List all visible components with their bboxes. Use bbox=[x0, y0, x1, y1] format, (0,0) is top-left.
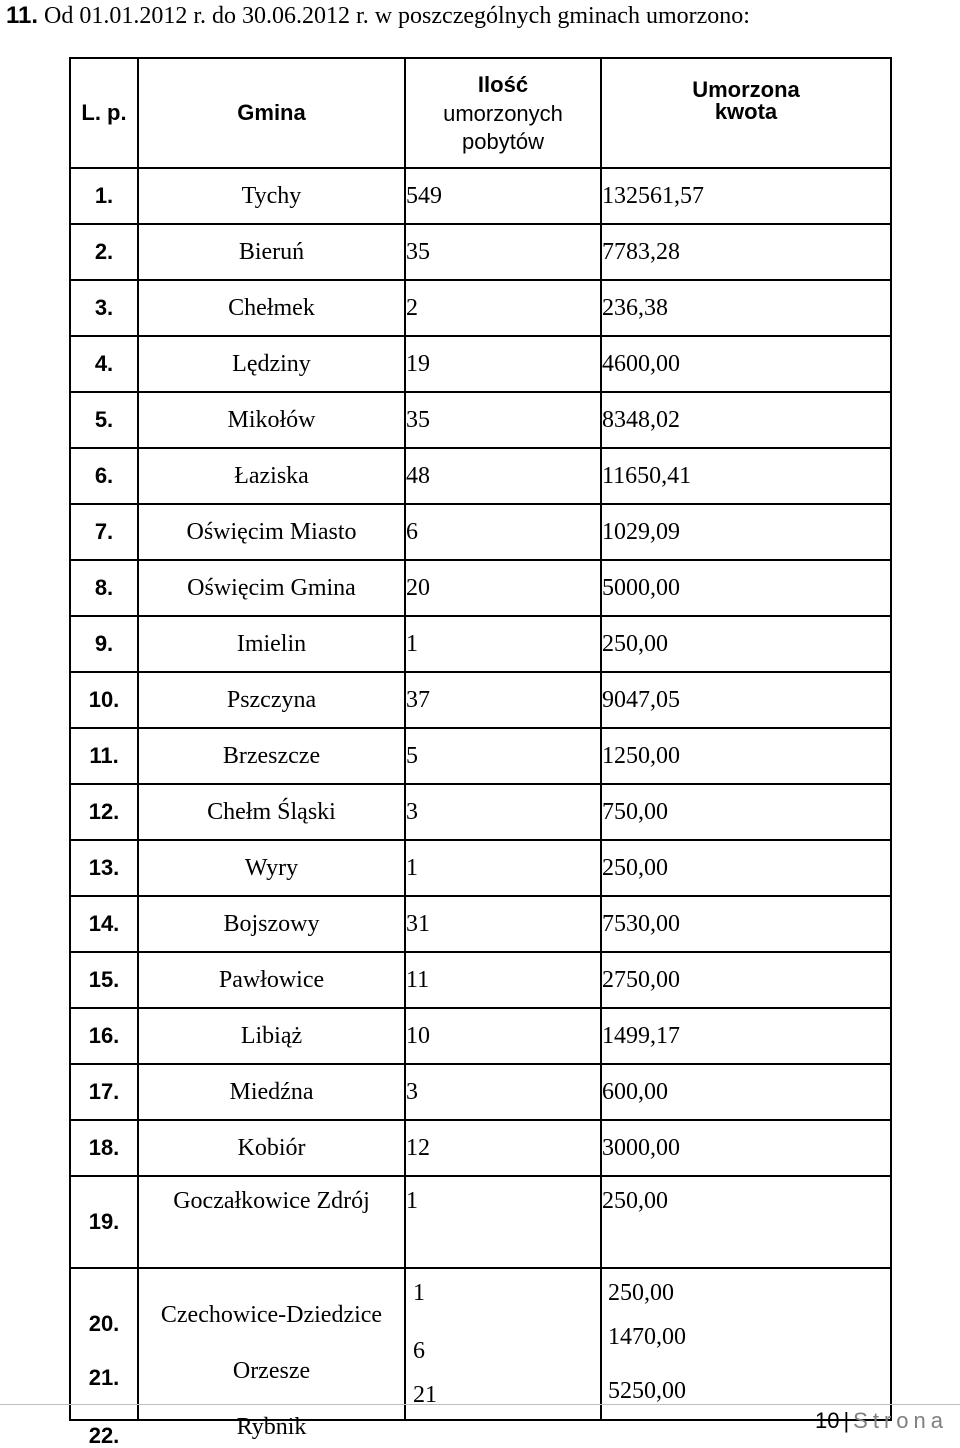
row-lp: 3. bbox=[70, 280, 138, 336]
row-kwota: 4600,00 bbox=[601, 336, 891, 392]
row-ilosc: 1 bbox=[405, 1176, 601, 1268]
table-row-group bbox=[70, 1268, 891, 1420]
table-row bbox=[70, 896, 891, 952]
row-kwota: 236,38 bbox=[601, 280, 891, 336]
row-gmina: Chełm Śląski bbox=[138, 784, 405, 840]
row-kwota: 250,00 bbox=[601, 1176, 891, 1268]
row-lp: 8. bbox=[70, 560, 138, 616]
row-lp: 15. bbox=[70, 952, 138, 1008]
row-lp: 2. bbox=[70, 224, 138, 280]
row-gmina: Orzesze bbox=[232, 1358, 311, 1384]
row-ilosc: 1 bbox=[405, 616, 601, 672]
row-ilosc: 1 bbox=[413, 1280, 425, 1306]
row-ilosc: 37 bbox=[405, 672, 601, 728]
row-gmina: Miedźna bbox=[138, 1064, 405, 1120]
row-lp: 22. bbox=[88, 1423, 120, 1448]
row-ilosc: 1 bbox=[405, 840, 601, 896]
table-row bbox=[70, 728, 891, 784]
row-kwota: 132561,57 bbox=[601, 168, 891, 224]
row-ilosc: 19 bbox=[405, 336, 601, 392]
table-row bbox=[70, 504, 891, 560]
row-ilosc: 21 bbox=[413, 1382, 437, 1408]
row-lp: 6. bbox=[70, 448, 138, 504]
page-footer bbox=[815, 1408, 948, 1434]
header-ilosc: Ilość umorzonych pobytów bbox=[405, 58, 601, 168]
footer-word: Strona bbox=[853, 1408, 948, 1433]
row-ilosc: 3 bbox=[405, 784, 601, 840]
row-ilosc: 6 bbox=[413, 1338, 425, 1364]
row-kwota: 8348,02 bbox=[601, 392, 891, 448]
row-lp: 21. bbox=[88, 1365, 120, 1390]
row-gmina: Chełmek bbox=[138, 280, 405, 336]
row-lp: 10. bbox=[70, 672, 138, 728]
section-number: 11. bbox=[6, 2, 39, 29]
footer-divider bbox=[0, 1404, 960, 1405]
row-gmina: Lędziny bbox=[138, 336, 405, 392]
row-ilosc: 20 bbox=[405, 560, 601, 616]
row-lp: 12. bbox=[70, 784, 138, 840]
table-row bbox=[70, 336, 891, 392]
row-lp: 7. bbox=[70, 504, 138, 560]
row-lp: 5. bbox=[70, 392, 138, 448]
row-kwota: 3000,00 bbox=[601, 1120, 891, 1176]
page-number: 10 bbox=[814, 1408, 840, 1433]
row-gmina: Kobiór bbox=[138, 1120, 405, 1176]
header-kwota: Umorzona kwota bbox=[601, 58, 891, 168]
section-heading bbox=[6, 2, 750, 30]
table-row bbox=[70, 280, 891, 336]
row-ilosc: 12 bbox=[405, 1120, 601, 1176]
row-kwota: 5000,00 bbox=[601, 560, 891, 616]
row-kwota: 250,00 bbox=[608, 1280, 674, 1306]
row-kwota: 2750,00 bbox=[601, 952, 891, 1008]
row-gmina: Mikołów bbox=[138, 392, 405, 448]
row-gmina: Libiąż bbox=[138, 1008, 405, 1064]
row-kwota: 9047,05 bbox=[601, 672, 891, 728]
table-row bbox=[70, 784, 891, 840]
row-lp: 4. bbox=[70, 336, 138, 392]
row-lp: 1. bbox=[70, 168, 138, 224]
row-ilosc: 31 bbox=[405, 896, 601, 952]
table-row bbox=[70, 224, 891, 280]
row-ilosc: 48 bbox=[405, 448, 601, 504]
header-lp: L. p. bbox=[70, 58, 138, 168]
row-gmina: Czechowice-Dziedzice bbox=[160, 1302, 383, 1328]
row-lp: 18. bbox=[70, 1120, 138, 1176]
table-row bbox=[70, 1064, 891, 1120]
row-kwota: 1029,09 bbox=[601, 504, 891, 560]
row-ilosc: 5 bbox=[405, 728, 601, 784]
table-row bbox=[70, 840, 891, 896]
row-kwota: 250,00 bbox=[601, 616, 891, 672]
row-gmina: Tychy bbox=[138, 168, 405, 224]
row-gmina: Brzeszcze bbox=[138, 728, 405, 784]
row-lp: 14. bbox=[70, 896, 138, 952]
table-row bbox=[70, 1176, 891, 1268]
row-gmina: Pawłowice bbox=[138, 952, 405, 1008]
table-header-row bbox=[70, 58, 891, 168]
row-lp: 9. bbox=[70, 616, 138, 672]
row-gmina: Oświęcim Gmina bbox=[138, 560, 405, 616]
section-title: Od 01.01.2012 r. do 30.06.2012 r. w poszczególnych gminach umorzono: bbox=[44, 3, 750, 29]
row-kwota: 5250,00 bbox=[608, 1378, 686, 1404]
row-gmina: Pszczyna bbox=[138, 672, 405, 728]
row-gmina: Oświęcim Miasto bbox=[138, 504, 405, 560]
row-kwota: 1470,00 bbox=[608, 1324, 686, 1350]
row-kwota: 1499,17 bbox=[601, 1008, 891, 1064]
row-ilosc: 35 bbox=[405, 224, 601, 280]
row-lp: 19. bbox=[70, 1176, 138, 1268]
row-gmina: Goczałkowice Zdrój bbox=[138, 1176, 405, 1268]
table-row bbox=[70, 392, 891, 448]
row-ilosc: 6 bbox=[405, 504, 601, 560]
row-gmina: Bieruń bbox=[138, 224, 405, 280]
row-gmina: Wyry bbox=[138, 840, 405, 896]
row-ilosc: 549 bbox=[405, 168, 601, 224]
row-ilosc: 10 bbox=[405, 1008, 601, 1064]
row-kwota: 750,00 bbox=[601, 784, 891, 840]
table-row bbox=[70, 952, 891, 1008]
table-row bbox=[70, 560, 891, 616]
table-row bbox=[70, 616, 891, 672]
row-kwota: 1250,00 bbox=[601, 728, 891, 784]
row-kwota: 250,00 bbox=[601, 840, 891, 896]
row-kwota: 7530,00 bbox=[601, 896, 891, 952]
row-lp: 11. bbox=[70, 728, 138, 784]
row-kwota: 7783,28 bbox=[601, 224, 891, 280]
row-kwota: 600,00 bbox=[601, 1064, 891, 1120]
table-row bbox=[70, 168, 891, 224]
row-lp: 20. bbox=[88, 1311, 120, 1336]
remissions-table bbox=[69, 57, 892, 1448]
row-gmina: Bojszowy bbox=[138, 896, 405, 952]
row-gmina: Łaziska bbox=[138, 448, 405, 504]
row-gmina: Imielin bbox=[138, 616, 405, 672]
table-row bbox=[70, 448, 891, 504]
row-ilosc: 11 bbox=[405, 952, 601, 1008]
row-lp: 16. bbox=[70, 1008, 138, 1064]
row-ilosc: 3 bbox=[405, 1064, 601, 1120]
table-row bbox=[70, 672, 891, 728]
row-ilosc: 2 bbox=[405, 280, 601, 336]
table-row bbox=[70, 1120, 891, 1176]
footer-separator: | bbox=[843, 1408, 850, 1433]
row-gmina: Rybnik bbox=[236, 1414, 307, 1440]
row-ilosc: 35 bbox=[405, 392, 601, 448]
row-lp: 17. bbox=[70, 1064, 138, 1120]
row-lp: 13. bbox=[70, 840, 138, 896]
header-gmina: Gmina bbox=[138, 58, 405, 168]
row-kwota: 11650,41 bbox=[601, 448, 891, 504]
table-row bbox=[70, 1008, 891, 1064]
